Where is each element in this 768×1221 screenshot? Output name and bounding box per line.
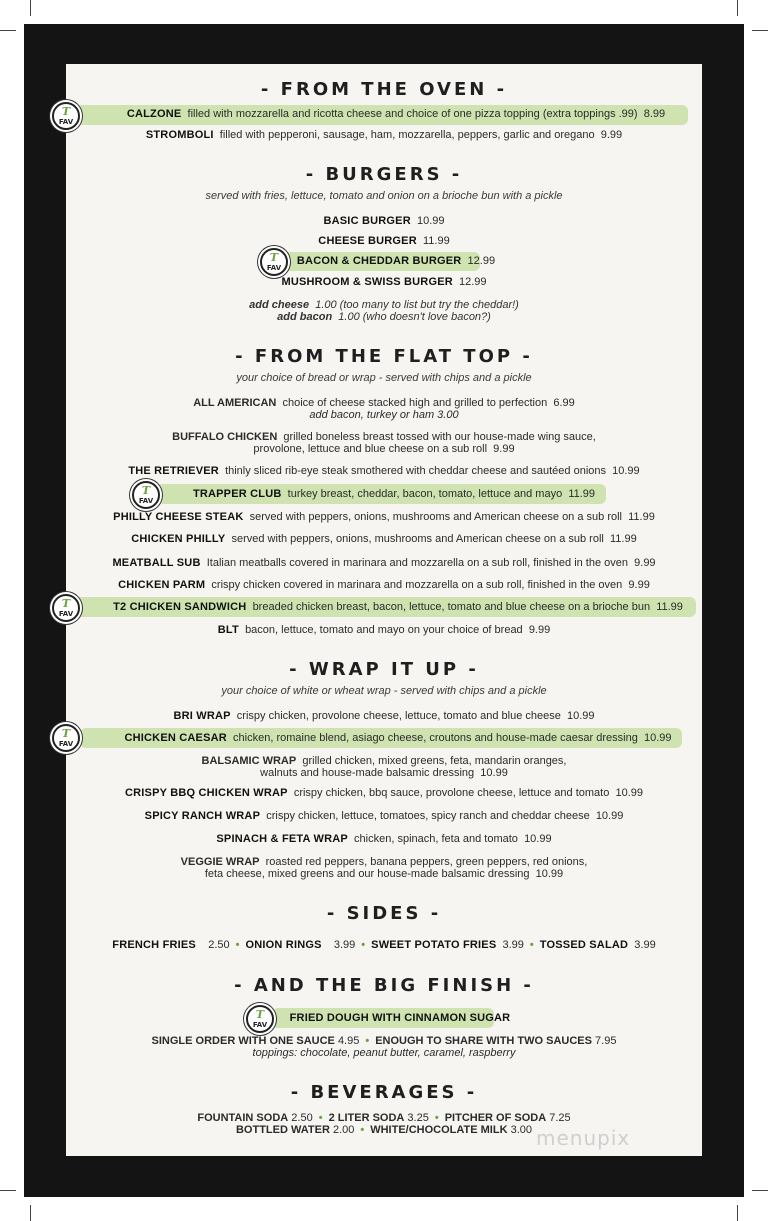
svg-text:T: T (269, 251, 279, 264)
item-desc: choice of cheese stacked high and grilled to perfection (282, 397, 548, 409)
item-desc: grilled boneless breast tossed with our house-made wing sauce, (283, 431, 596, 443)
item-desc: filled with mozzarella and ricotta cheese and choice of one pizza topping (extra toppings .99) (187, 108, 638, 120)
item-desc: turkey breast, cheddar, bacon, tomato, lettuce and mayo (287, 488, 563, 500)
item-price: 10.99 (535, 868, 564, 880)
item-price: 12.99 (467, 255, 496, 267)
item-price: 8.99 (643, 108, 666, 120)
item-name: 2 LITER SODA (328, 1112, 405, 1124)
menu-item-all-american (0, 397, 768, 421)
item-price: 10.99 (595, 810, 624, 822)
menu-item-veggie-wrap (0, 856, 768, 880)
item-name: TOSSED SALAD (539, 939, 629, 951)
item-name: CRISPY BBQ CHICKEN WRAP (125, 787, 288, 799)
item-name: BASIC BURGER (323, 215, 411, 227)
item-name: ONION RINGS (245, 939, 322, 951)
crop-mark (737, 0, 738, 16)
item-desc: provolone, lettuce and blue cheese on a sub roll (253, 443, 488, 455)
svg-text:FAV: FAV (58, 610, 74, 618)
item-name: CALZONE (126, 108, 182, 120)
item-name: BACON & CHEDDAR BURGER (296, 255, 462, 267)
item-price: 12.99 (459, 276, 487, 288)
crop-mark (0, 1190, 16, 1191)
item-name: VEGGIE WRAP (180, 856, 260, 868)
item-name: FOUNTAIN SODA (197, 1112, 289, 1124)
item-desc: roasted red peppers, banana peppers, green peppers, red onions, (265, 856, 588, 868)
section-title-beverages: - BEVERAGES - (290, 1082, 478, 1103)
section-subtitle: your choice of bread or wrap - served with chips and a pickle (236, 372, 532, 384)
menu-item-bri-wrap (0, 710, 768, 722)
item-desc: served with peppers, onions, mushrooms and American cheese on a sub roll (249, 511, 622, 523)
item-price: 10.99 (612, 465, 640, 477)
item-name: PHILLY CHEESE STEAK (113, 511, 244, 523)
item-desc: chicken, spinach, feta and tomato (354, 833, 518, 845)
addon-name: add bacon (277, 311, 333, 323)
menu-item-philly-cheese-steak (0, 511, 768, 523)
item-desc: Italian meatballs covered in marinara and mozzarella on a sub roll, finished in the oven (206, 557, 629, 569)
beverages-list (0, 1112, 768, 1136)
item-price: 3.00 (510, 1124, 532, 1136)
crop-mark (30, 0, 31, 16)
item-price: 2.00 (332, 1124, 355, 1136)
menu-item-spinach-feta-wrap (0, 833, 768, 845)
section-subtitle: served with fries, lettuce, tomato and onion on a brioche bun with a pickle (205, 190, 563, 202)
menu-item-spicy-ranch-wrap (0, 810, 768, 822)
menu-item-fried-dough (0, 1012, 768, 1024)
crop-mark (752, 30, 768, 31)
section-title-flat-top: - FROM THE FLAT TOP - (235, 346, 533, 367)
menu-item-blt (0, 624, 768, 636)
section-title-finish: - AND THE BIG FINISH - (234, 975, 534, 996)
item-price: 7.95 (595, 1035, 617, 1047)
menu-item-bacon-cheddar-burger (0, 255, 768, 267)
svg-text:T: T (141, 484, 151, 497)
svg-text:T: T (61, 727, 71, 740)
item-desc: filled with pepperoni, sausage, ham, mozzarella, peppers, garlic and oregano (219, 129, 595, 141)
item-name: MUSHROOM & SWISS BURGER (281, 276, 453, 288)
item-price: 3.99 (333, 939, 356, 951)
item-name: MEATBALL SUB (112, 557, 201, 569)
sides-row (0, 939, 768, 951)
item-price: 10.99 (416, 215, 445, 227)
menu-item-chicken-caesar (0, 732, 768, 744)
svg-text:FAV: FAV (58, 740, 74, 748)
addon-cheese (0, 299, 768, 311)
item-name: FRENCH FRIES (112, 939, 196, 951)
menu-item-t2-chicken-sandwich (0, 601, 768, 613)
item-name: CHICKEN PARM (118, 579, 206, 591)
crop-mark (30, 1205, 31, 1221)
bullet-icon: • (361, 939, 366, 951)
menu-item-basic-burger (0, 215, 768, 227)
addon-text: 1.00 (too many to list but try the cheddar!) (315, 299, 519, 311)
bullet-icon: • (318, 1112, 323, 1124)
item-name: T2 CHICKEN SANDWICH (113, 601, 247, 613)
item-desc: crispy chicken covered in marinara and mozzarella on a sub roll, finished in the oven (211, 579, 623, 591)
menu-item-retriever (0, 465, 768, 477)
svg-text:FAV: FAV (58, 118, 74, 126)
svg-text:T: T (61, 597, 71, 610)
menu-item-chicken-parm (0, 579, 768, 591)
item-desc: breaded chicken breast, bacon, lettuce, tomato and blue cheese on a brioche bun (252, 601, 651, 613)
item-desc: feta cheese, mixed greens and our house-made balsamic dressing (204, 868, 530, 880)
item-name: BRI WRAP (173, 710, 231, 722)
menu-item-bbq-chicken-wrap (0, 787, 768, 799)
item-desc: walnuts and house-made balsamic dressing (260, 767, 475, 779)
item-desc: grilled chicken, mixed greens, feta, mandarin oranges, (302, 755, 567, 767)
item-price: 9.99 (600, 129, 623, 141)
item-name: ENOUGH TO SHARE WITH TWO SAUCES (375, 1035, 592, 1047)
item-desc: crispy chicken, provolone cheese, lettuce, tomato and blue cheese (236, 710, 561, 722)
bullet-icon: • (434, 1112, 439, 1124)
item-desc: served with peppers, onions, mushrooms and American cheese on a sub roll (231, 533, 604, 545)
fried-dough-options (0, 1035, 768, 1059)
item-name: SPINACH & FETA WRAP (216, 833, 348, 845)
addon-name: add cheese (249, 299, 310, 311)
section-title-wrap: - WRAP IT UP - (289, 659, 479, 680)
svg-text:FAV: FAV (266, 264, 282, 272)
item-name: WHITE/CHOCOLATE MILK (370, 1124, 508, 1136)
item-name: PITCHER OF SODA (444, 1112, 547, 1124)
item-name: SINGLE ORDER WITH ONE SAUCE (151, 1035, 335, 1047)
item-price: 11.99 (609, 533, 637, 545)
item-name: BLT (217, 624, 239, 636)
crop-mark (0, 30, 16, 31)
item-price: 3.25 (407, 1112, 429, 1124)
item-price: 6.99 (553, 397, 575, 409)
section-title-burgers: - BURGERS - (305, 164, 463, 185)
toppings-note: toppings: chocolate, peanut butter, caramel, raspberry (252, 1047, 516, 1059)
item-name: BUFFALO CHICKEN (172, 431, 278, 443)
section-subtitle: your choice of white or wheat wrap - served with chips and a pickle (221, 685, 547, 697)
section-title-oven: - FROM THE OVEN - (260, 79, 508, 100)
item-price: 10.99 (615, 787, 643, 799)
item-price: 9.99 (528, 624, 551, 636)
item-price: 11.99 (656, 601, 683, 613)
item-price: 11.99 (628, 511, 655, 523)
addon-bacon (0, 311, 768, 323)
item-price: 10.99 (524, 833, 552, 845)
item-price: 9.99 (628, 579, 650, 591)
item-price: 2.50 (291, 1112, 313, 1124)
item-name: SWEET POTATO FRIES (371, 939, 497, 951)
item-desc: chicken, romaine blend, asiago cheese, croutons and house-made caesar dressing (233, 732, 638, 744)
crop-mark (737, 1205, 738, 1221)
svg-text:FAV: FAV (252, 1021, 268, 1029)
item-price: 4.95 (337, 1035, 360, 1047)
bullet-icon: • (365, 1035, 370, 1047)
item-name: TRAPPER CLUB (192, 488, 282, 500)
item-name: SPICY RANCH WRAP (144, 810, 261, 822)
menu-item-balsamic-wrap (0, 755, 768, 779)
menu-item-calzone (0, 108, 768, 120)
menu-item-cheese-burger (0, 235, 768, 247)
item-name: FRIED DOUGH WITH CINNAMON SUGAR (289, 1012, 511, 1024)
menu-item-chicken-philly (0, 533, 768, 545)
item-name: BOTTLED WATER (235, 1124, 330, 1136)
item-price: 2.50 (208, 939, 230, 951)
bullet-icon: • (529, 939, 534, 951)
svg-text:FAV: FAV (138, 497, 154, 505)
menu-item-meatball-sub (0, 557, 768, 569)
item-price: 10.99 (567, 710, 595, 722)
item-desc: thinly sliced rib-eye steak smothered with cheddar cheese and sautéed onions (225, 465, 607, 477)
item-name: STROMBOLI (145, 129, 214, 141)
item-name: THE RETRIEVER (128, 465, 219, 477)
item-name: ALL AMERICAN (193, 397, 277, 409)
item-name: CHEESE BURGER (318, 235, 417, 247)
item-price: 9.99 (493, 443, 515, 455)
item-price: 7.25 (549, 1112, 571, 1124)
item-desc: bacon, lettuce, tomato and mayo on your choice of bread (245, 624, 523, 636)
menu-item-mushroom-swiss-burger (0, 276, 768, 288)
bullet-icon: • (235, 939, 240, 951)
menu-item-trapper-club (0, 488, 768, 500)
item-name: BALSAMIC WRAP (201, 755, 297, 767)
menu-item-buffalo-chicken (0, 431, 768, 455)
item-name: CHICKEN CAESAR (124, 732, 227, 744)
item-extra: add bacon, turkey or ham 3.00 (309, 409, 459, 421)
item-desc: crispy chicken, lettuce, tomatoes, spicy ranch and cheddar cheese (266, 810, 590, 822)
item-price: 11.99 (422, 235, 450, 247)
item-price: 10.99 (480, 767, 508, 779)
section-title-sides: - SIDES - (326, 903, 442, 924)
menu-item-stromboli (0, 129, 768, 141)
bullet-icon: • (360, 1124, 365, 1136)
svg-text:T: T (255, 1008, 265, 1021)
svg-text:T: T (61, 105, 71, 118)
addon-text: 1.00 (who doesn't love bacon?) (338, 311, 491, 323)
crop-mark (752, 1190, 768, 1191)
item-price: 3.99 (502, 939, 524, 951)
item-price: 3.99 (634, 939, 656, 951)
item-name: CHICKEN PHILLY (131, 533, 226, 545)
item-price: 10.99 (643, 732, 672, 744)
item-price: 9.99 (634, 557, 656, 569)
item-desc: crispy chicken, bbq sauce, provolone cheese, lettuce and tomato (293, 787, 610, 799)
watermark: menupix (536, 1126, 631, 1150)
item-price: 11.99 (568, 488, 596, 500)
